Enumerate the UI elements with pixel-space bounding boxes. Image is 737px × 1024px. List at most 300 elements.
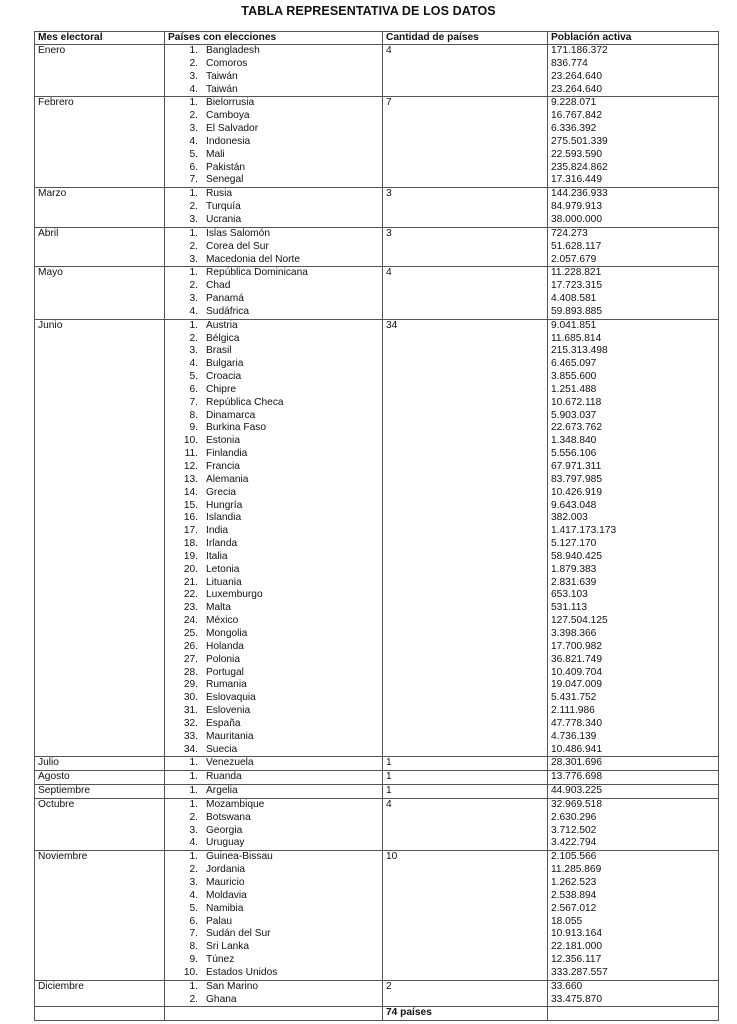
country-item (168, 538, 382, 551)
country-number: 2. (189, 811, 198, 823)
population-value: 5.127.170 (551, 538, 597, 550)
country-number: 2. (189, 993, 198, 1005)
country-item (168, 890, 382, 903)
population-cell (548, 785, 719, 799)
country-item (168, 174, 382, 187)
country-item (168, 333, 382, 346)
country-name: México (206, 615, 239, 627)
country-item (168, 799, 382, 812)
country-name: Alemania (206, 473, 249, 485)
total-row (35, 1007, 719, 1021)
country-number: 33. (183, 730, 198, 742)
population-value: 51.628.117 (551, 240, 602, 252)
country-item (168, 757, 382, 770)
country-number: 1. (189, 980, 198, 992)
population-value: 22.181.000 (551, 941, 602, 953)
country-number: 3. (189, 877, 198, 888)
population-value: 9.228.071 (551, 97, 597, 109)
month-cell: Enero (35, 45, 165, 97)
country-number: 3. (189, 253, 198, 265)
country-item (168, 916, 382, 929)
population-value: 18.055 (551, 915, 583, 927)
table-row (35, 227, 719, 267)
country-number: 3. (189, 70, 198, 82)
population-value: 17.723.315 (551, 280, 602, 292)
country-item (168, 577, 382, 590)
country-number: 1. (189, 227, 198, 239)
country-item (168, 162, 382, 175)
country-item (168, 718, 382, 731)
country-item (168, 45, 382, 58)
country-number: 4. (189, 358, 198, 370)
country-item (168, 293, 382, 306)
country-item (168, 371, 382, 384)
country-item (168, 487, 382, 500)
country-item (168, 679, 382, 692)
country-name: Namibia (206, 902, 244, 914)
country-number: 34. (183, 743, 198, 755)
country-name: Brasil (206, 345, 232, 357)
population-value: 59.893.885 (551, 305, 602, 317)
count-cell: 3 (383, 227, 548, 267)
country-name: Holanda (206, 640, 244, 652)
population-value: 275.501.339 (551, 135, 608, 147)
country-name: Bélgica (206, 332, 240, 344)
countries-cell (165, 785, 383, 799)
population-value: 16.767.842 (551, 110, 602, 122)
country-name: España (206, 717, 241, 729)
population-cell (548, 851, 719, 980)
country-number: 20. (183, 563, 198, 575)
country-number: 9. (189, 954, 198, 966)
country-number: 1. (189, 97, 198, 109)
country-number: 1. (189, 45, 198, 56)
population-value: 4.408.581 (551, 293, 597, 305)
population-value: 382.003 (551, 512, 588, 524)
country-name: Ruanda (206, 771, 242, 783)
country-item (168, 474, 382, 487)
country-item (168, 58, 382, 71)
country-item (168, 422, 382, 435)
country-item (168, 564, 382, 577)
country-name: Luxemburgo (206, 589, 263, 601)
population-value: 5.903.037 (551, 409, 597, 421)
country-number: 19. (183, 550, 198, 562)
country-number: 5. (189, 902, 198, 914)
country-item (168, 410, 382, 423)
table-row (35, 188, 719, 228)
total-count: 74 países (383, 1007, 548, 1021)
population-cell (548, 319, 719, 757)
country-item (168, 731, 382, 744)
population-value: 3.855.600 (551, 371, 597, 383)
country-item (168, 551, 382, 564)
country-name: Eslovenia (206, 705, 251, 717)
total-empty-1 (35, 1007, 165, 1021)
country-number: 4. (189, 837, 198, 849)
month-cell: Febrero (35, 97, 165, 188)
data-table (34, 31, 719, 1021)
population-cell (548, 757, 719, 771)
population-value: 2.630.296 (551, 811, 597, 823)
population-value: 5.556.106 (551, 448, 597, 460)
country-item (168, 500, 382, 513)
country-item (168, 628, 382, 641)
country-name: India (206, 525, 229, 537)
country-name: República Checa (206, 396, 284, 408)
month-cell: Marzo (35, 188, 165, 228)
country-name: Indonesia (206, 135, 251, 147)
count-cell: 1 (383, 757, 548, 771)
population-value: 17.316.449 (551, 174, 602, 186)
country-number: 5. (189, 148, 198, 160)
month-cell: Abril (35, 227, 165, 267)
country-name: Taiwán (206, 70, 238, 82)
country-number: 14. (183, 486, 198, 498)
count-cell: 4 (383, 798, 548, 850)
country-item (168, 785, 382, 798)
country-name: Mali (206, 148, 225, 160)
country-item (168, 201, 382, 214)
country-number: 4. (189, 889, 198, 901)
country-name: Eslovaquia (206, 692, 256, 704)
country-item (168, 320, 382, 333)
country-item (168, 615, 382, 628)
population-value: 3.398.366 (551, 627, 597, 639)
country-number: 8. (189, 409, 198, 421)
header-count: Cantidad de países (383, 32, 548, 45)
population-value: 58.940.425 (551, 550, 602, 562)
country-number: 3. (189, 123, 198, 135)
country-number: 4. (189, 305, 198, 317)
population-value: 38.000.000 (551, 213, 602, 225)
country-number: 3. (189, 345, 198, 357)
countries-cell (165, 227, 383, 267)
country-item (168, 837, 382, 850)
country-name: Botswana (206, 811, 251, 823)
country-item (168, 903, 382, 916)
country-item (168, 149, 382, 162)
country-number: 1. (189, 771, 198, 783)
population-value: 9.041.851 (551, 319, 597, 331)
table-row (35, 798, 719, 850)
country-name: Panamá (206, 293, 244, 305)
country-number: 2. (189, 864, 198, 876)
country-name: Ghana (206, 993, 237, 1005)
country-item (168, 267, 382, 280)
country-number: 21. (183, 576, 198, 588)
population-value: 235.824.862 (551, 161, 608, 173)
country-name: Mauricio (206, 877, 245, 888)
month-cell: Octubre (35, 798, 165, 850)
country-name: Bangladesh (206, 45, 260, 56)
count-cell: 7 (383, 97, 548, 188)
population-value: 5.431.752 (551, 692, 597, 704)
population-value: 23.264.640 (551, 83, 602, 95)
population-value: 531.113 (551, 602, 588, 614)
country-name: Portugal (206, 666, 244, 678)
population-value: 36.821.749 (551, 653, 602, 665)
countries-cell (165, 980, 383, 1007)
country-number: 1. (189, 798, 198, 810)
country-number: 23. (183, 602, 198, 614)
population-value: 1.348.840 (551, 435, 597, 447)
month-cell: Diciembre (35, 980, 165, 1007)
country-number: 2. (189, 240, 198, 252)
count-cell: 1 (383, 771, 548, 785)
population-value: 333.287.557 (551, 966, 608, 978)
country-name: Comoros (206, 57, 248, 69)
country-name: Dinamarca (206, 409, 256, 421)
population-value: 84.979.913 (551, 201, 602, 213)
population-cell (548, 798, 719, 850)
population-cell (548, 45, 719, 97)
country-item (168, 228, 382, 241)
population-value: 28.301.696 (551, 757, 602, 769)
country-number: 7. (189, 396, 198, 408)
country-number: 10. (183, 435, 198, 447)
population-value: 11.228.821 (551, 267, 602, 279)
total-empty-2 (165, 1007, 383, 1021)
population-value: 653.103 (551, 589, 588, 601)
country-name: Corea del Sur (206, 240, 269, 252)
country-name: Bulgaria (206, 358, 244, 370)
country-item (168, 71, 382, 84)
country-item (168, 280, 382, 293)
country-item (168, 461, 382, 474)
country-number: 5. (189, 371, 198, 383)
country-name: Mongolia (206, 627, 248, 639)
header-countries: Países con elecciones (165, 32, 383, 45)
country-number: 7. (189, 174, 198, 186)
document-title: TABLA REPRESENTATIVA DE LOS DATOS (241, 4, 496, 18)
country-name: Guinea-Bissau (206, 851, 273, 863)
country-number: 29. (183, 679, 198, 691)
country-item (168, 188, 382, 201)
country-item (168, 941, 382, 954)
country-number: 4. (189, 135, 198, 147)
month-cell: Mayo (35, 267, 165, 319)
country-name: Chipre (206, 383, 237, 395)
month-cell: Julio (35, 757, 165, 771)
country-name: Letonia (206, 563, 240, 575)
country-number: 3. (189, 213, 198, 225)
country-number: 9. (189, 422, 198, 434)
population-value: 11.285.869 (551, 864, 602, 876)
population-value: 33.475.870 (551, 993, 602, 1005)
country-item (168, 241, 382, 254)
country-name: Estonia (206, 435, 240, 447)
month-cell: Septiembre (35, 785, 165, 799)
population-value: 215.313.498 (551, 345, 608, 357)
country-name: Pakistán (206, 161, 246, 173)
country-item (168, 705, 382, 718)
country-name: Polonia (206, 653, 240, 665)
population-value: 23.264.640 (551, 70, 602, 82)
country-name: Bielorrusia (206, 97, 255, 109)
population-value: 10.486.941 (551, 743, 602, 755)
population-cell (548, 97, 719, 188)
country-number: 4. (189, 83, 198, 95)
population-cell (548, 188, 719, 228)
country-item (168, 825, 382, 838)
country-name: República Dominicana (206, 267, 308, 279)
country-number: 24. (183, 615, 198, 627)
country-number: 2. (189, 57, 198, 69)
population-value: 6.465.097 (551, 358, 597, 370)
country-name: Austria (206, 319, 238, 331)
countries-cell (165, 188, 383, 228)
table-body (35, 45, 719, 1007)
count-cell: 4 (383, 267, 548, 319)
country-number: 3. (189, 293, 198, 305)
country-name: Macedonia del Norte (206, 253, 301, 265)
country-item (168, 384, 382, 397)
country-name: Georgia (206, 824, 243, 836)
country-item (168, 358, 382, 371)
country-item (168, 981, 382, 994)
country-name: Grecia (206, 486, 237, 498)
population-cell (548, 227, 719, 267)
population-value: 17.700.982 (551, 640, 602, 652)
country-name: Senegal (206, 174, 244, 186)
population-value: 33.660 (551, 980, 583, 992)
table-row (35, 785, 719, 799)
population-value: 724.273 (551, 227, 588, 239)
table-row (35, 980, 719, 1007)
country-item (168, 602, 382, 615)
country-name: Sri Lanka (206, 941, 250, 953)
country-number: 6. (189, 915, 198, 927)
table-row (35, 319, 719, 757)
country-number: 26. (183, 640, 198, 652)
population-value: 2.105.566 (551, 851, 597, 863)
month-cell: Junio (35, 319, 165, 757)
population-value: 3.712.502 (551, 824, 597, 836)
count-cell: 34 (383, 319, 548, 757)
population-value: 1.262.523 (551, 877, 597, 888)
population-cell (548, 771, 719, 785)
population-value: 32.969.518 (551, 798, 602, 810)
population-value: 171.186.372 (551, 45, 608, 56)
countries-cell (165, 97, 383, 188)
country-item (168, 877, 382, 890)
country-number: 15. (183, 499, 198, 511)
country-name: Lituania (206, 576, 242, 588)
count-cell: 3 (383, 188, 548, 228)
population-value: 2.567.012 (551, 902, 597, 914)
population-value: 1.251.488 (551, 383, 597, 395)
country-item (168, 667, 382, 680)
population-value: 9.643.048 (551, 499, 597, 511)
country-item (168, 589, 382, 602)
population-value: 12.356.117 (551, 954, 602, 966)
population-cell (548, 980, 719, 1007)
country-name: Islandia (206, 512, 242, 524)
country-item (168, 136, 382, 149)
country-item (168, 641, 382, 654)
country-name: Venezuela (206, 757, 254, 769)
country-name: Italia (206, 550, 228, 562)
country-number: 7. (189, 928, 198, 940)
header-row (35, 32, 719, 45)
country-number: 11. (184, 448, 198, 460)
population-value: 127.504.125 (551, 615, 608, 627)
country-item (168, 448, 382, 461)
country-number: 1. (189, 757, 198, 769)
country-number: 30. (183, 692, 198, 704)
country-name: Ucrania (206, 213, 242, 225)
country-name: Taiwán (206, 83, 238, 95)
country-item (168, 110, 382, 123)
country-name: Hungría (206, 499, 243, 511)
country-number: 16. (183, 512, 198, 524)
country-number: 1. (189, 188, 198, 200)
country-number: 1. (189, 319, 198, 331)
country-item (168, 851, 382, 864)
country-name: San Marino (206, 980, 259, 992)
country-number: 31. (183, 705, 198, 717)
country-name: Argelia (206, 785, 238, 797)
population-value: 22.593.590 (551, 148, 602, 160)
country-item (168, 345, 382, 358)
population-value: 1.879.383 (551, 563, 597, 575)
country-number: 6. (189, 383, 198, 395)
country-name: Sudáfrica (206, 305, 250, 317)
country-name: Camboya (206, 110, 250, 122)
country-number: 1. (189, 785, 198, 797)
country-item (168, 771, 382, 784)
country-item (168, 512, 382, 525)
countries-cell (165, 267, 383, 319)
population-cell (548, 267, 719, 319)
count-cell: 1 (383, 785, 548, 799)
country-number: 3. (189, 824, 198, 836)
country-name: Palau (206, 915, 233, 927)
population-value: 67.971.311 (551, 461, 602, 472)
count-cell: 10 (383, 851, 548, 980)
population-value: 19.047.009 (551, 679, 602, 691)
country-number: 12. (183, 461, 198, 472)
country-item (168, 435, 382, 448)
country-name: Irlanda (206, 538, 238, 550)
country-item (168, 397, 382, 410)
country-number: 10. (183, 966, 198, 978)
countries-cell (165, 45, 383, 97)
country-item (168, 97, 382, 110)
country-name: Moldavia (206, 889, 247, 901)
table-row (35, 851, 719, 980)
table-row (35, 267, 719, 319)
country-number: 2. (189, 280, 198, 292)
population-value: 44.903.225 (551, 785, 602, 797)
population-value: 2.111.986 (551, 705, 595, 717)
country-item (168, 864, 382, 877)
country-item (168, 812, 382, 825)
country-number: 22. (183, 589, 198, 601)
population-value: 2.538.894 (551, 889, 597, 901)
country-item (168, 254, 382, 267)
table-row (35, 97, 719, 188)
country-name: Suecia (206, 743, 238, 755)
population-value: 144.236.933 (551, 188, 608, 200)
country-name: Mozambique (206, 798, 265, 810)
population-value: 22.673.762 (551, 422, 602, 434)
country-item (168, 306, 382, 319)
population-value: 2.831.639 (551, 576, 597, 588)
countries-cell (165, 851, 383, 980)
country-name: Uruguay (206, 837, 245, 849)
